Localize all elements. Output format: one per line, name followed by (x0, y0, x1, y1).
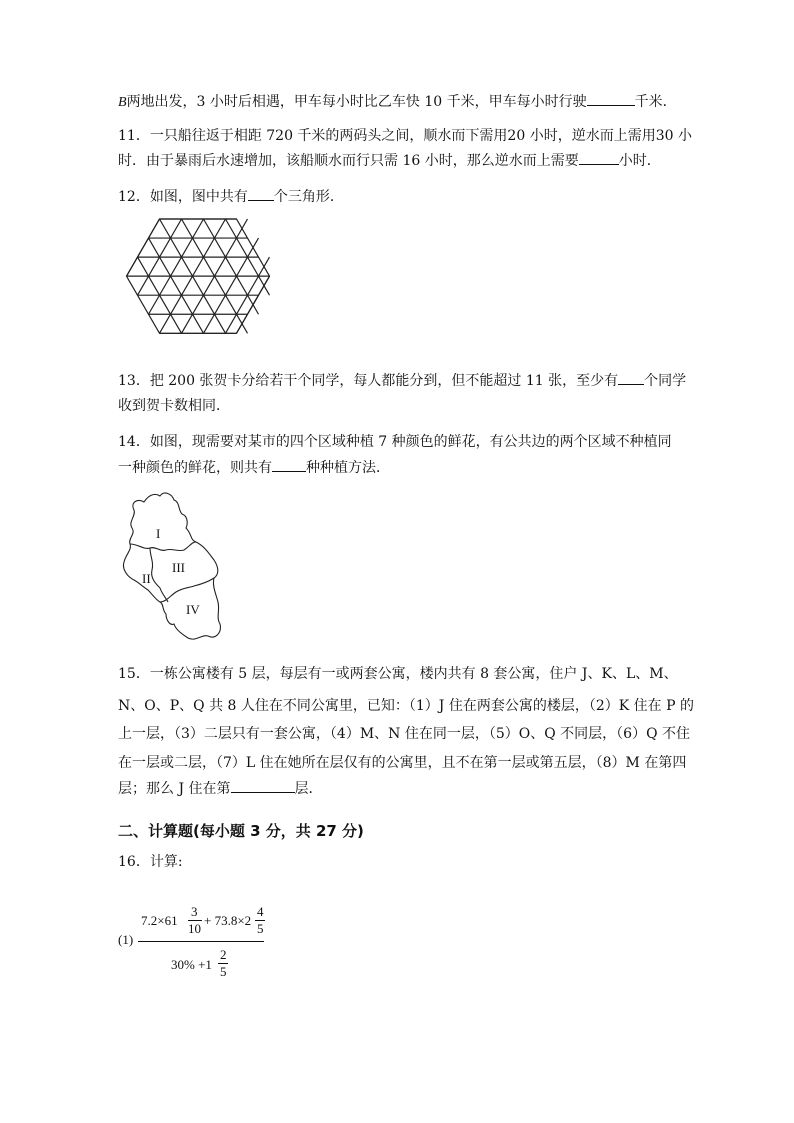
question-13-line2: 收到贺卡数相同． (118, 398, 230, 414)
answer-blank (618, 370, 644, 385)
q11-text-a: 时．由于暴雨后水速增加，该船顺水而行只需 16 小时，那么逆水而上需要 (118, 153, 579, 169)
num-term-b: + 73.8×2 (204, 913, 252, 928)
four-region-map-figure (116, 490, 232, 650)
q11-text-b: 小时． (618, 153, 661, 169)
question-10-continuation (118, 90, 678, 115)
num-term-a: 7.2×61 (141, 913, 178, 928)
answer-blank (579, 150, 619, 165)
mixed2-denominator: 5 (257, 921, 264, 936)
q13-text-a: 13．把 200 张贺卡分给若干个同学，每人都能分到，但不能超过 11 张，至少有 (118, 373, 619, 389)
main-fraction-bar (138, 941, 264, 942)
numerator (138, 905, 264, 935)
region-label-i: I (156, 526, 161, 541)
q15-text-b: 层． (294, 781, 323, 797)
region-label-iv: IV (186, 602, 200, 617)
question-14-line2 (118, 456, 678, 481)
mixed3-numerator: 2 (220, 947, 227, 962)
fraction-expression (118, 905, 318, 985)
q10-text-b: 千米． (634, 94, 677, 110)
question-15-line4: 在一层或二层，（7）L 住在她所在层仅有的公寓里，且不在第一层或第五层，（8）M 在第四 (118, 755, 687, 771)
question-14-line1: 14．如图，现需要对某市的四个区域种植 7 种颜色的鲜花，有公共边的两个区域不种植同 (118, 434, 672, 450)
sub-question-label: (1) (118, 932, 134, 947)
q10-text-a: 两地出发，3 小时后相遇，甲车每小时比乙车快 10 千米，甲车每小时行驶 (126, 94, 587, 110)
question-15-line3: 上一层，（3）二层只有一套公寓，（4）M、N 住在同一层，（5）O、Q 不同层，（6）Q 不住 (118, 726, 690, 742)
region-label-iii: III (172, 560, 185, 575)
q12-text-a: 12．如图，图中共有 (118, 189, 248, 205)
q13-text-b: 个同学 (644, 373, 687, 389)
question-15-line2: N、O、P、Q 共 8 人住在不同公寓里，已知：（1）J 住在两套公寓的楼层，（2）K 住在 P 的 (118, 698, 694, 714)
mixed1-numerator: 3 (191, 904, 198, 919)
hexagon-triangle-grid-figure (118, 215, 282, 360)
region-label-ii: II (142, 571, 151, 586)
mixed3-denominator: 5 (220, 964, 227, 979)
question-16-title: 16．计算: (118, 854, 183, 870)
mixed2-numerator: 4 (257, 904, 264, 919)
q14-text-a: 一种颜色的鲜花，则共有 (118, 460, 272, 476)
question-11-line1: 11．一只船往返于相距 720 千米的两码头之间，顺水而下需用20 小时，逆水而上需用30 小 (118, 128, 692, 144)
answer-blank (248, 186, 274, 201)
denominator (138, 945, 264, 981)
section-heading-calculation: 二、计算题(每小题 3 分，共 27 分) (118, 822, 364, 840)
den-term: 30% +1 (171, 957, 212, 972)
question-15-line1: 15．一栋公寓楼有 5 层，每层有一或两套公寓，楼内共有 8 套公寓，住户 J、K、L、M、 (118, 666, 678, 682)
q12-text-b: 个三角形． (273, 189, 344, 205)
q14-text-b: 种种植方法． (306, 460, 390, 476)
answer-blank (587, 91, 635, 106)
question-15-line5 (118, 777, 678, 802)
q15-text-a: 层；那么 J 住在第 (118, 781, 231, 797)
answer-blank (231, 778, 295, 793)
point-b: B (118, 95, 127, 110)
question-13-line1 (118, 369, 687, 394)
question-11-line2 (118, 149, 678, 174)
mixed1-denominator: 10 (188, 921, 201, 936)
answer-blank (272, 457, 306, 472)
question-12 (118, 185, 678, 210)
